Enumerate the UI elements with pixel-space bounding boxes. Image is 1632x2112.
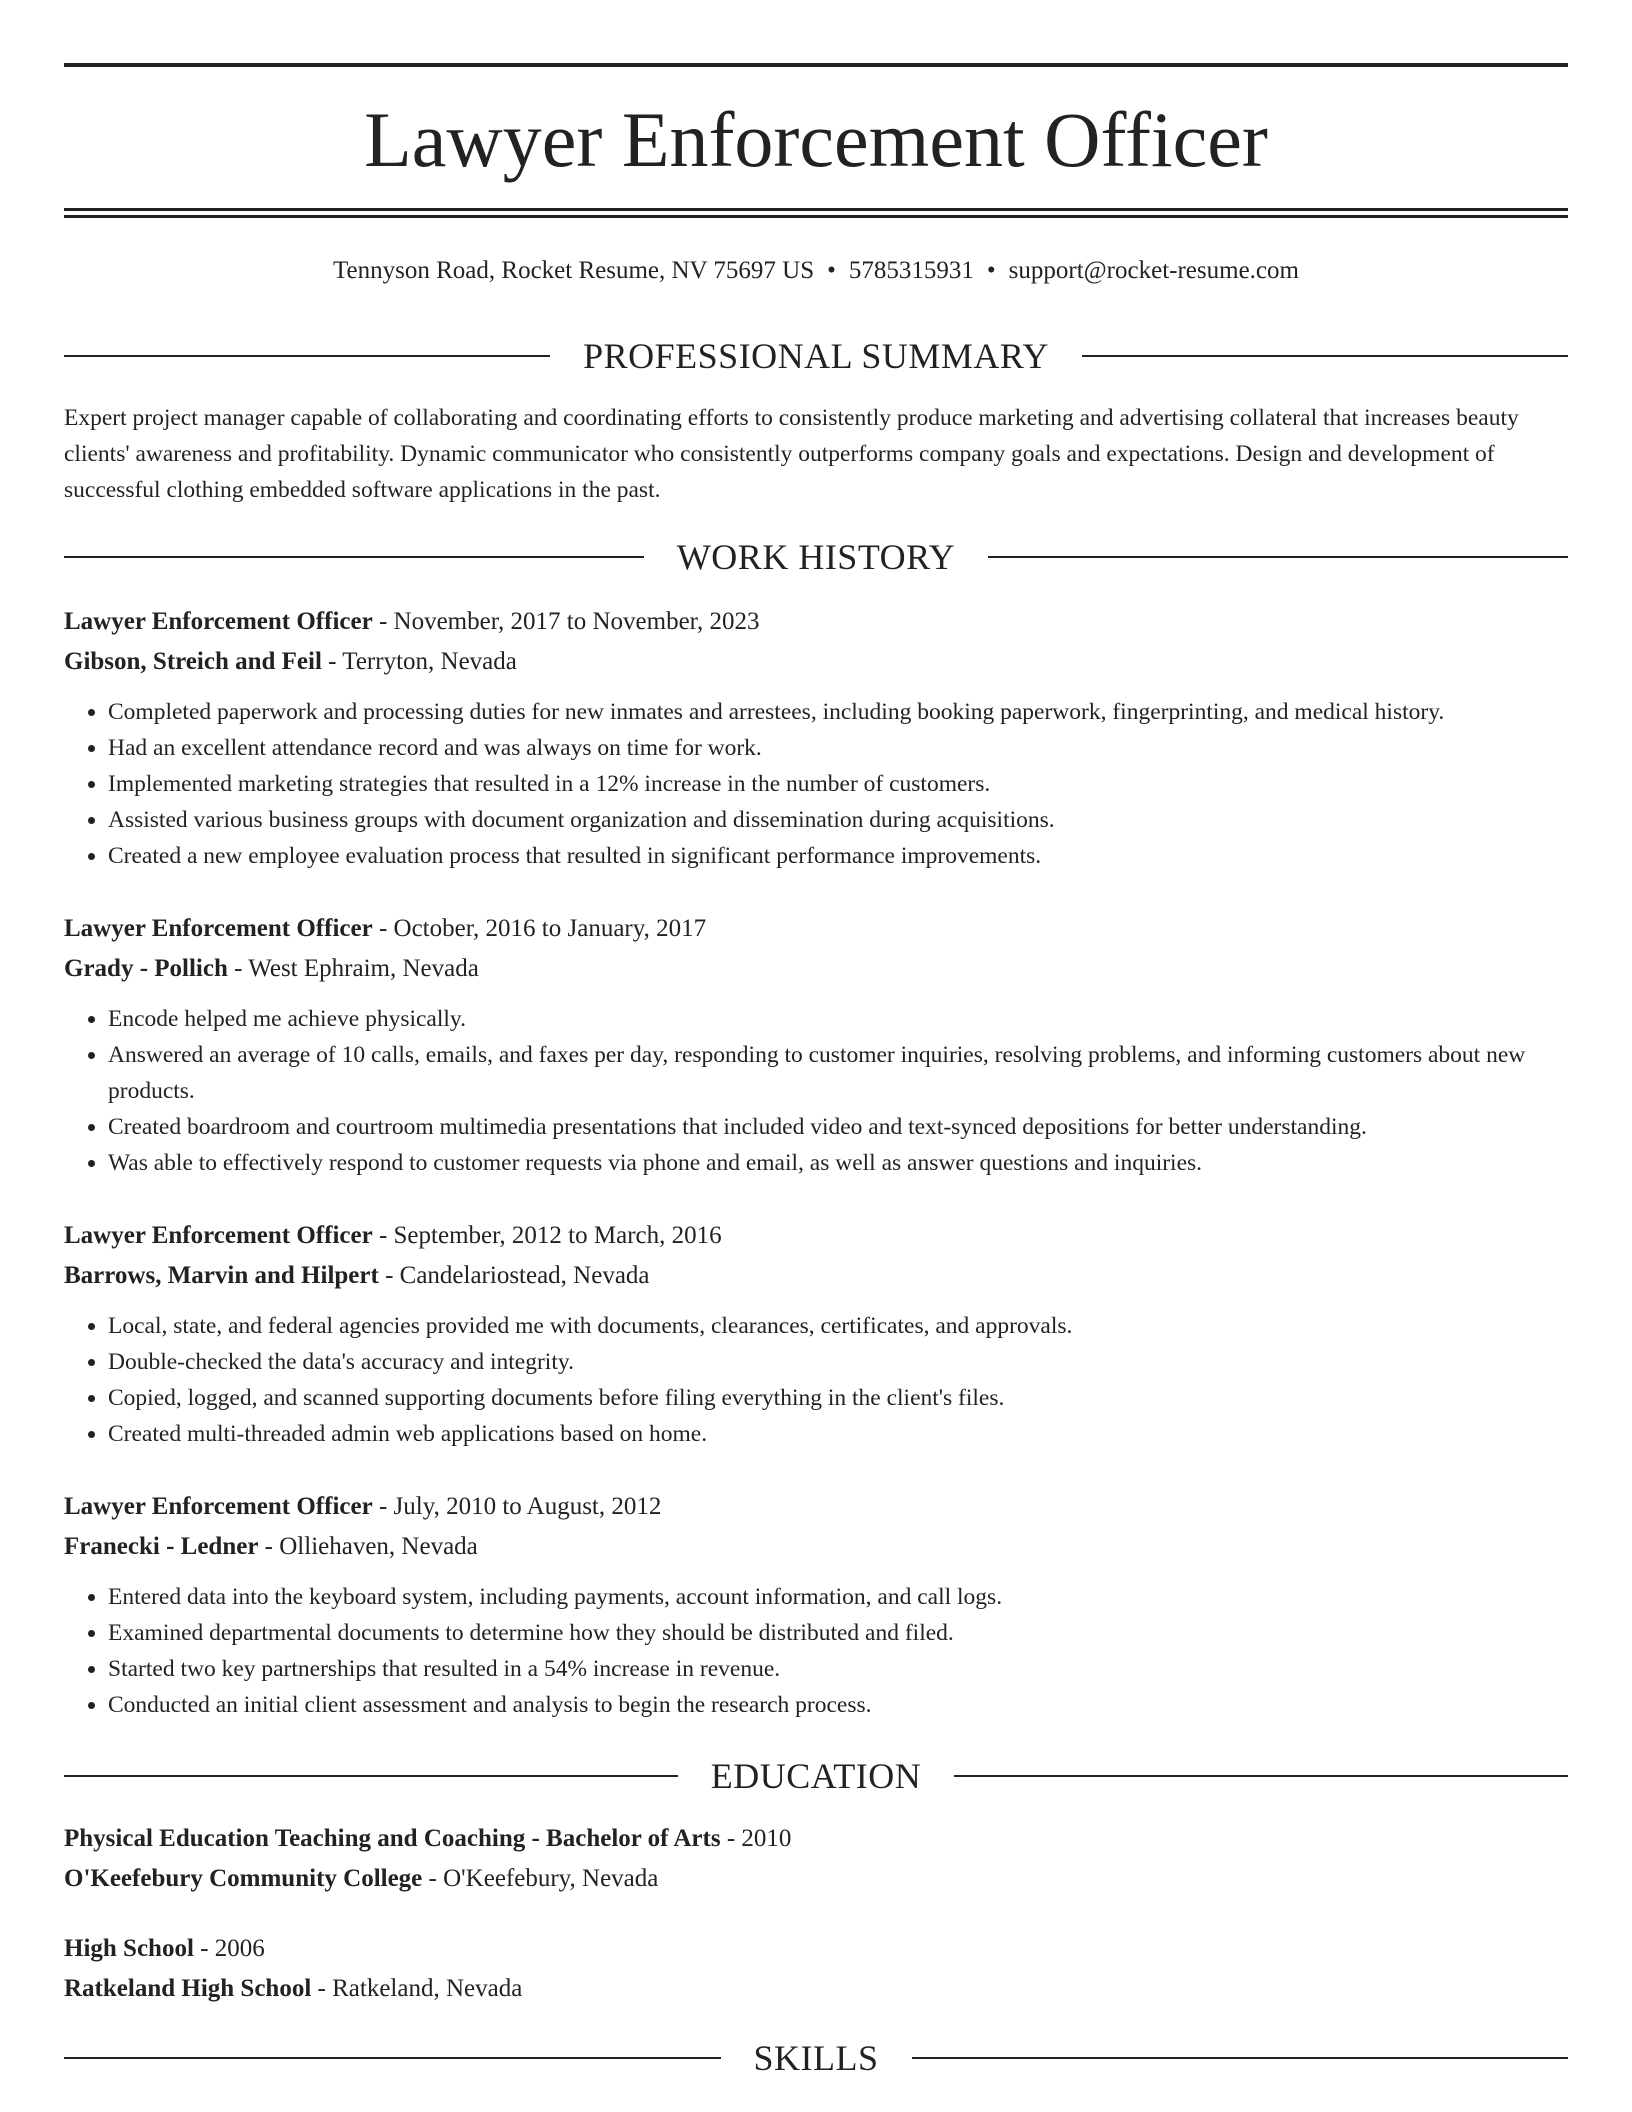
contact-separator: • bbox=[827, 257, 836, 284]
job-title-line bbox=[64, 1487, 1568, 1527]
job-bullet: • Local, state, and federal agencies provided me with documents, clearances, certificates, and approvals. bbox=[108, 1308, 1568, 1344]
section-heading-work bbox=[64, 535, 1568, 579]
section-title: EDUCATION bbox=[710, 1756, 922, 1796]
contact-separator: • bbox=[986, 257, 996, 284]
section-title: WORK HISTORY bbox=[676, 537, 956, 577]
contact-line bbox=[64, 254, 1568, 288]
job-dates: - July, 2010 to August, 2012 bbox=[372, 1493, 662, 1520]
job-company: Grady - Pollich bbox=[64, 955, 228, 982]
section-rule-left bbox=[64, 556, 644, 558]
job-bullet: • Copied, logged, and scanned supporting documents before filing everything in the client's files. bbox=[108, 1380, 1568, 1416]
job-dates: - November, 2017 to November, 2023 bbox=[372, 608, 760, 635]
degree-name: High School bbox=[64, 1935, 194, 1962]
degree-name: Physical Education Teaching and Coaching - Bachelor of Arts bbox=[64, 1825, 721, 1852]
school-line bbox=[64, 1859, 1568, 1899]
school-location: - Ratkeland, Nevada bbox=[311, 1975, 523, 2002]
summary-text: Expert project manager capable of collaborating and coordinating efforts to consistently produce marketing and advertising collateral that increases beauty clients' awareness and profitability. Dynamic communicator who consistently outperforms company goals and expectations. Design and development of successful clothing embedded software applications in the past. bbox=[64, 405, 1519, 503]
job-company: Gibson, Streich and Feil bbox=[64, 648, 322, 675]
job-dates: - September, 2012 to March, 2016 bbox=[372, 1222, 722, 1249]
job-location: - Candelariostead, Nevada bbox=[378, 1262, 650, 1289]
job-bullet: • Assisted various business groups with document organization and dissemination during acquisitions. bbox=[108, 802, 1568, 838]
job-bullet: • Conducted an initial client assessment and analysis to begin the research process. bbox=[108, 1687, 1568, 1723]
job-company: Barrows, Marvin and Hilpert bbox=[64, 1262, 379, 1289]
section-heading-summary bbox=[64, 334, 1568, 378]
job-employer-line bbox=[64, 1256, 1568, 1296]
job-bullets bbox=[64, 1308, 1568, 1452]
job-title: Lawyer Enforcement Officer bbox=[64, 1222, 373, 1249]
section-title: PROFESSIONAL SUMMARY bbox=[583, 336, 1049, 376]
section-rule-right bbox=[954, 1775, 1568, 1777]
job-bullet: • Implemented marketing strategies that resulted in a 12% increase in the number of customers. bbox=[108, 766, 1568, 802]
job-bullet: • Started two key partnerships that resulted in a 54% increase in revenue. bbox=[108, 1651, 1568, 1687]
work-entry bbox=[64, 909, 1568, 1181]
education-entry bbox=[64, 1929, 1568, 2009]
job-bullet: • Encode helped me achieve physically. bbox=[108, 1001, 1568, 1037]
job-bullet: • Answered an average of 10 calls, emails, and faxes per day, responding to customer inquiries, resolving problems, and informing customers about new products. bbox=[108, 1037, 1568, 1109]
section-heading-skills bbox=[64, 2036, 1568, 2080]
job-bullet: • Entered data into the keyboard system, including payments, account information, and call logs. bbox=[108, 1579, 1568, 1615]
job-bullet: • Created multi-threaded admin web applications based on home. bbox=[108, 1416, 1568, 1452]
job-dates: - October, 2016 to January, 2017 bbox=[372, 915, 707, 942]
section-heading-education bbox=[64, 1754, 1568, 1798]
job-location: - West Ephraim, Nevada bbox=[227, 955, 479, 982]
work-entry bbox=[64, 1216, 1568, 1452]
job-bullet: • Created a new employee evaluation process that resulted in significant performance improvements. bbox=[108, 838, 1568, 874]
section-rule-left bbox=[64, 355, 550, 357]
job-title: Lawyer Enforcement Officer bbox=[64, 1493, 373, 1520]
job-employer-line bbox=[64, 642, 1568, 682]
job-bullet: • Had an excellent attendance record and was always on time for work. bbox=[108, 730, 1568, 766]
school-name: O'Keefebury Community College bbox=[64, 1865, 423, 1892]
contact-address: Tennyson Road, Rocket Resume, NV 75697 US bbox=[333, 257, 815, 284]
header-top-rule bbox=[64, 63, 1568, 67]
job-title-line bbox=[64, 602, 1568, 642]
job-company: Franecki - Ledner bbox=[64, 1533, 259, 1560]
job-title: Lawyer Enforcement Officer bbox=[64, 915, 373, 942]
work-entry bbox=[64, 602, 1568, 874]
school-name: Ratkeland High School bbox=[64, 1975, 312, 2002]
degree-year: - 2010 bbox=[720, 1825, 792, 1852]
degree-year: - 2006 bbox=[193, 1935, 265, 1962]
job-bullet: • Was able to effectively respond to customer requests via phone and email, as well as answer questions and inquiries. bbox=[108, 1145, 1568, 1181]
work-entry bbox=[64, 1487, 1568, 1723]
section-rule-left bbox=[64, 1775, 678, 1777]
section-rule-right bbox=[988, 556, 1568, 558]
section-rule-right bbox=[1082, 355, 1568, 357]
school-line bbox=[64, 1969, 1568, 2009]
job-employer-line bbox=[64, 1527, 1568, 1567]
section-rule-right bbox=[912, 2057, 1569, 2059]
section-rule-left bbox=[64, 2057, 721, 2059]
job-bullets bbox=[64, 1579, 1568, 1723]
degree-line bbox=[64, 1819, 1568, 1859]
education-entry bbox=[64, 1819, 1568, 1899]
job-title: Lawyer Enforcement Officer bbox=[64, 608, 373, 635]
job-title-line bbox=[64, 1216, 1568, 1256]
job-bullet: • Completed paperwork and processing duties for new inmates and arrestees, including booking paperwork, fingerprinting, and medical history. bbox=[108, 694, 1568, 730]
job-bullet: • Examined departmental documents to determine how they should be distributed and filed. bbox=[108, 1615, 1568, 1651]
header-double-rule bbox=[64, 208, 1568, 218]
degree-line bbox=[64, 1929, 1568, 1969]
contact-email: support@rocket-resume.com bbox=[1008, 257, 1299, 284]
job-bullets bbox=[64, 694, 1568, 874]
job-bullet: • Double-checked the data's accuracy and integrity. bbox=[108, 1344, 1568, 1380]
section-title: SKILLS bbox=[753, 2038, 879, 2078]
job-employer-line bbox=[64, 949, 1568, 989]
job-location: - Olliehaven, Nevada bbox=[258, 1533, 478, 1560]
job-bullet: • Created boardroom and courtroom multimedia presentations that included video and text-synced depositions for better understanding. bbox=[108, 1109, 1568, 1145]
contact-phone: 5785315931 bbox=[848, 257, 974, 284]
school-location: - O'Keefebury, Nevada bbox=[422, 1865, 659, 1892]
job-location: - Terryton, Nevada bbox=[321, 648, 517, 675]
resume-name: Lawyer Enforcement Officer bbox=[364, 96, 1268, 183]
job-title-line bbox=[64, 909, 1568, 949]
job-bullets bbox=[64, 1001, 1568, 1181]
